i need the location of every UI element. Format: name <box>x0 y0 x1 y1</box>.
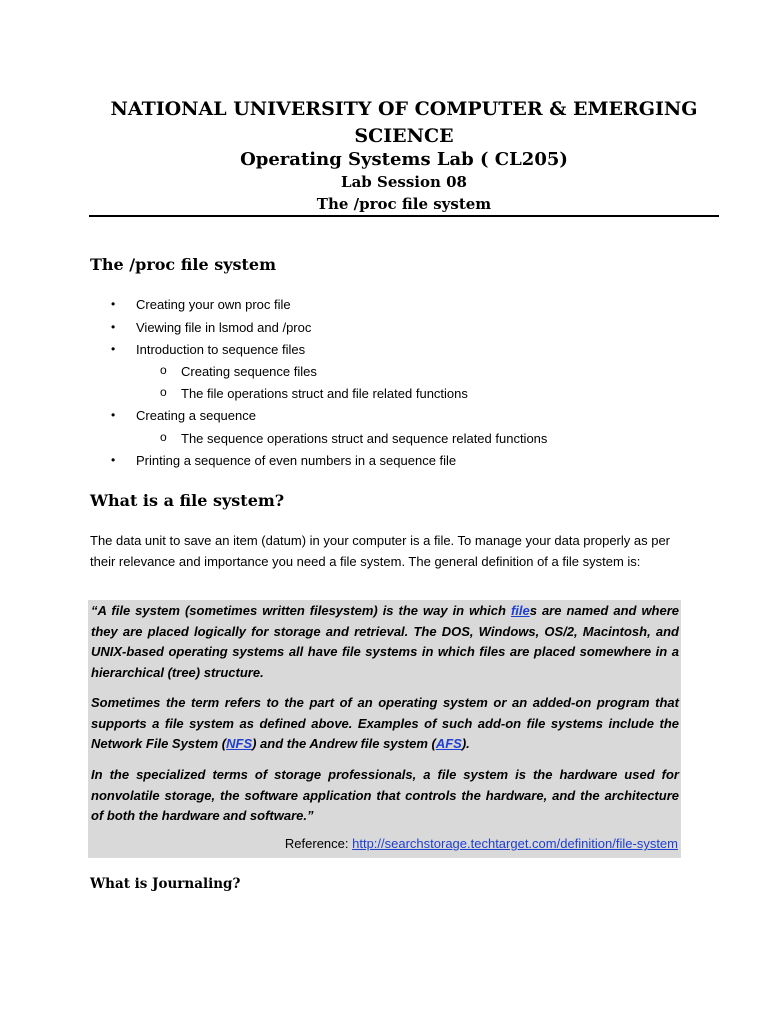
list-item <box>111 408 256 423</box>
list-item <box>111 297 291 312</box>
list-subitem <box>160 385 468 401</box>
header-divider <box>89 215 719 217</box>
nfs-link[interactable]: NFS <box>226 736 253 751</box>
reference-label: Reference: <box>284 836 353 851</box>
list-subitem <box>160 363 317 379</box>
section-heading-proc: The /proc file system <box>90 255 277 274</box>
section-heading-journaling: What is Journaling? <box>90 876 241 892</box>
course-title: Operating Systems Lab ( CL205) <box>240 149 568 170</box>
list-item-text: Creating your own proc file <box>136 297 291 312</box>
list-subitem <box>160 430 548 446</box>
list-item-text: Printing a sequence of even numbers in a sequence file <box>136 453 457 468</box>
list-item <box>111 320 312 335</box>
list-item-text: The sequence operations struct and sequence related functions <box>181 431 548 446</box>
bullet-glyph: • <box>111 297 116 311</box>
list-item <box>111 342 306 357</box>
file-link[interactable]: file <box>510 603 530 618</box>
university-title: NATIONAL UNIVERSITY OF COMPUTER & EMERGING SCIENCE <box>110 98 698 147</box>
reference-line <box>285 836 678 851</box>
section-heading-file-system: What is a file system? <box>90 491 285 510</box>
sub-bullet-glyph: o <box>160 363 167 377</box>
afs-link[interactable]: AFS <box>435 736 462 751</box>
bullet-glyph: • <box>111 408 116 422</box>
list-item-text: The file operations struct and file related functions <box>181 386 468 401</box>
list-item-text: Creating sequence files <box>181 364 317 379</box>
lab-topic: The /proc file system <box>316 195 492 213</box>
list-item-text: Introduction to sequence files <box>136 342 306 357</box>
list-item <box>111 453 457 468</box>
bullet-glyph: • <box>111 453 116 467</box>
quote-paragraph-3: In the specialized terms of storage professionals, a file system is the hardware used for nonvolatile storage, the software application that controls the hardware, and the architecture of both the hardware and software.” <box>91 767 679 823</box>
reference-link[interactable]: http://searchstorage.techtarget.com/definition/file-system <box>352 836 678 851</box>
bullet-glyph: • <box>111 342 116 356</box>
list-item-text: Creating a sequence <box>136 408 256 423</box>
bullet-glyph: • <box>111 320 116 334</box>
sub-bullet-glyph: o <box>160 385 167 399</box>
intro-paragraph: The data unit to save an item (datum) in your computer is a file. To manage your data properly as per their relevance and importance you need a file system. The general definition of a file system is: <box>90 533 671 569</box>
quote-paragraph-2: Sometimes the term refers to the part of an operating system or an added-on program that supports a file system as defined above. Examples of such add-on file systems include the Network File System (NFS) and the Andrew file system (AFS). <box>91 695 679 751</box>
sub-bullet-glyph: o <box>160 430 167 444</box>
list-item-text: Viewing file in lsmod and /proc <box>136 320 312 335</box>
quote-paragraph-1: “A file system (sometimes written filesystem) is the way in which files are named and where they are placed logically for storage and retrieval. The DOS, Windows, OS/2, Macintosh, and UNIX-based operating systems all have file systems in which files are placed somewhere in a hierarchical (tree) structure. <box>91 603 680 680</box>
lab-session: Lab Session 08 <box>341 173 467 191</box>
